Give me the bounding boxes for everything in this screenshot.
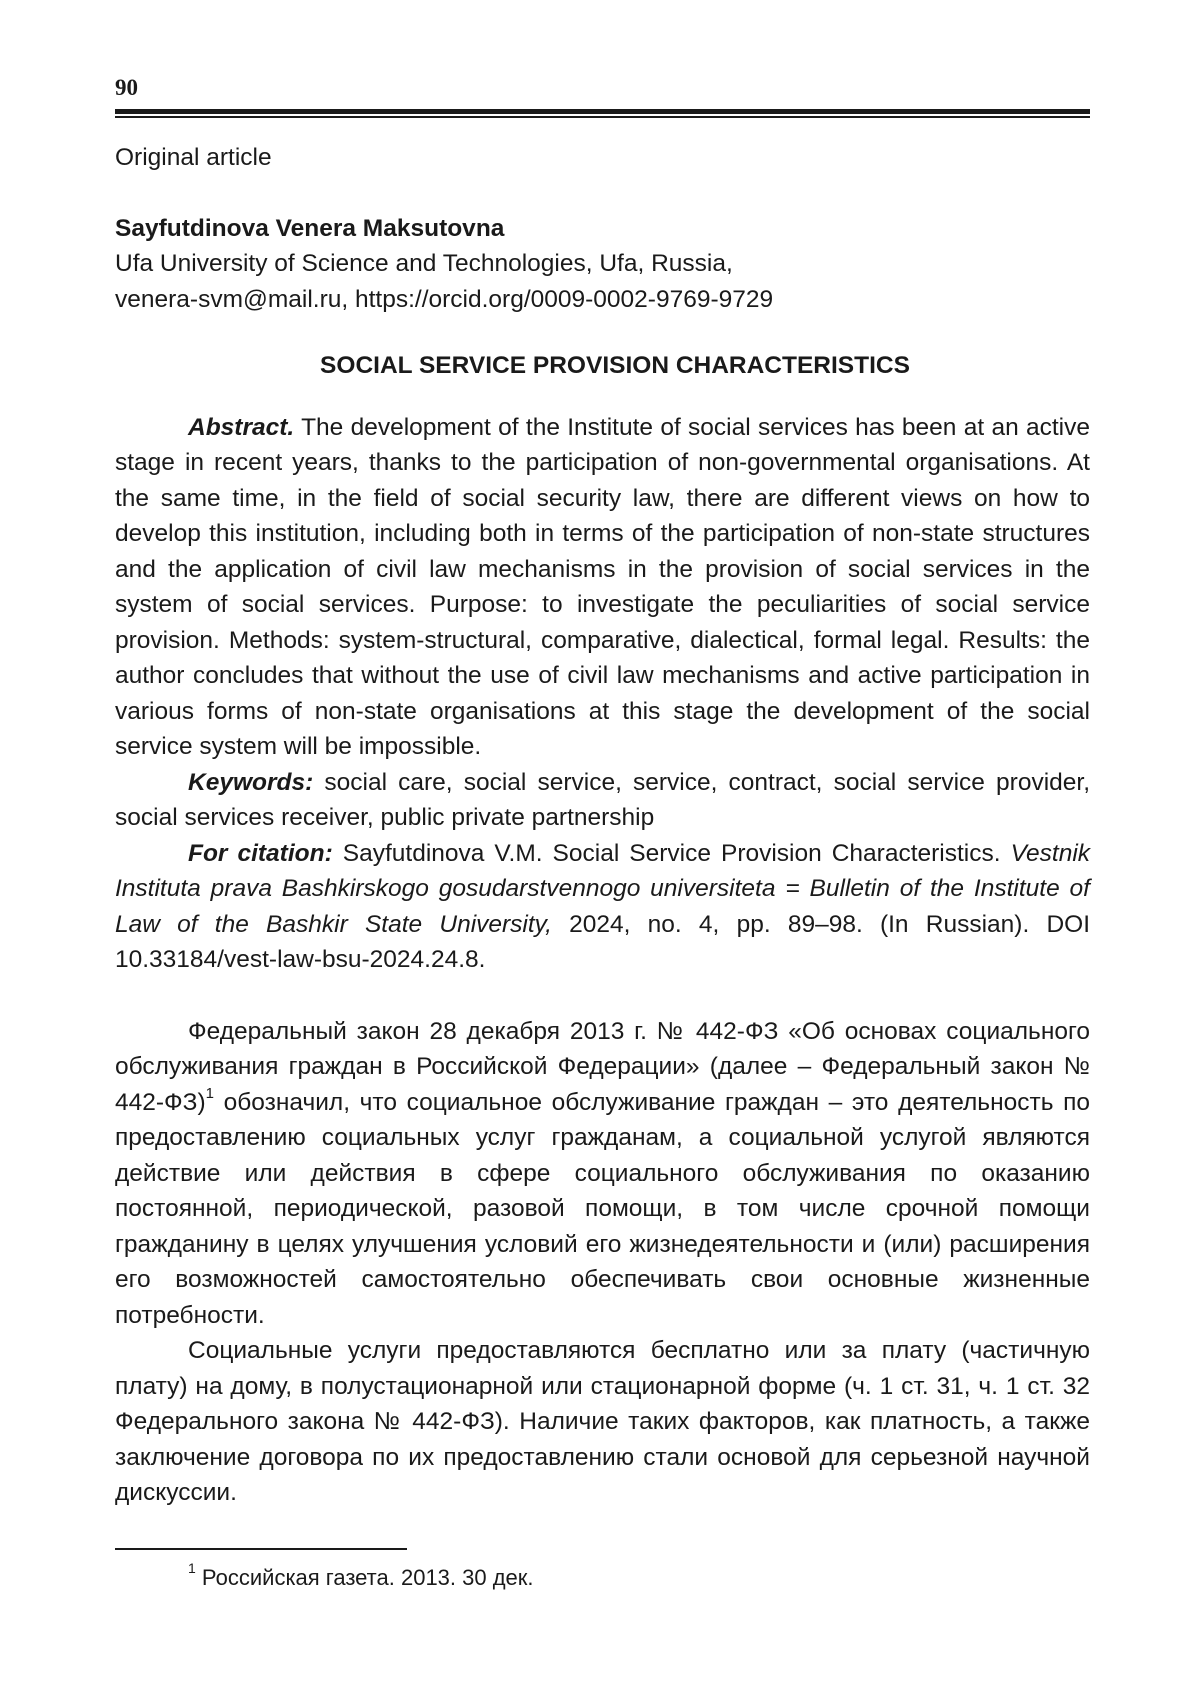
body-paragraph-1-end: обозначил, что социальное обслуживание граждан – это деятельность по предоставлению социальных услуг гражданам, а социальной услугой являются действие или действия в сфере социального обслуживания по оказанию постоянной, периодической, разовой помощи, в том числе срочной помощи гражданину в целях улучшения условий его жизнедеятельности и (или) расширения его возможностей самостоятельно обеспечивать свои основные жизненные потребности. bbox=[115, 1088, 1090, 1329]
footnote bbox=[188, 1559, 534, 1593]
keywords-paragraph bbox=[115, 765, 1090, 836]
keywords-text: social care, social service, service, contract, social service provider, social services receiver, public private partnership bbox=[115, 768, 1091, 831]
footnote-marker: 1 bbox=[188, 1559, 196, 1576]
footnote-reference: 1 bbox=[205, 1085, 214, 1103]
citation-text-1: Sayfutdinova V.M. Social Service Provision Characteristics. bbox=[342, 839, 1001, 867]
citation-label: For citation: bbox=[188, 839, 333, 867]
page-number: 90 bbox=[115, 75, 138, 100]
author-contacts: venera-svm@mail.ru, https://orcid.org/0009-0002-9769-9729 bbox=[115, 285, 774, 313]
keywords-label: Keywords: bbox=[188, 768, 314, 796]
header-rule bbox=[115, 109, 1090, 118]
footnote-separator bbox=[115, 1548, 407, 1550]
citation-text-2: 2024, no. 4, pp. 89–98. (In Russian). DOI 10.33184/vest-law-bsu-2024.24.8. bbox=[115, 910, 1091, 973]
article-title: SOCIAL SERVICE PROVISION CHARACTERISTICS bbox=[320, 352, 910, 379]
article-content bbox=[115, 140, 1090, 1511]
article-type: Original article bbox=[115, 144, 272, 171]
author-name: Sayfutdinova Venera Maksutovna bbox=[115, 214, 505, 242]
abstract-paragraph bbox=[115, 410, 1090, 765]
abstract-text: The development of the Institute of social services has been at an active stage in recent years, thanks to the participation of non-governmental organisations. At the same time, in the field of social security law, there are different views on how to develop this institution, including both in terms of the participation of non-state structures and the application of civil law mechanisms in the provision of social services in the system of social services. Purpose: to investigate the peculiarities of social service provision. Methods: system-structural, comparative, dialectical, formal legal. Results: the author concludes that without the use of civil law mechanisms and active participation in various forms of non-state organisations at this stage the development of the social service system will be impossible. bbox=[115, 413, 1090, 760]
citation-journal: Vestnik Instituta prava Bashkirskogo gosudarstvennogo universiteta = Bulletin of the Institute of Law of the Bashkir State University, bbox=[115, 839, 1091, 938]
body-paragraph-2: Социальные услуги предоставляются бесплатно или за плату (частичную плату) на дому, в полустационарной или стационарной форме (ч. 1 ст. 31, ч. 1 ст. 32 Федерального закона № 442-ФЗ). Наличие таких факторов, как платность, а также заключение договора по их предоставлению стали основой для серьезной научной дискуссии. bbox=[115, 1337, 1090, 1506]
body-paragraph-1-start: Федеральный закон 28 декабря 2013 г. № 442-ФЗ «Об основах социального обслуживания граждан в Российской Федерации» (далее – Федеральный закон № 442-ФЗ) bbox=[115, 1017, 1090, 1116]
author-affiliation: Ufa University of Science and Technologies, Ufa, Russia, bbox=[115, 250, 733, 277]
body-paragraph-1 bbox=[115, 1014, 1090, 1334]
abstract-label: Abstract. bbox=[188, 413, 295, 441]
footnote-text: Российская газета. 2013. 30 дек. bbox=[201, 1565, 534, 1590]
citation-paragraph bbox=[115, 836, 1090, 978]
